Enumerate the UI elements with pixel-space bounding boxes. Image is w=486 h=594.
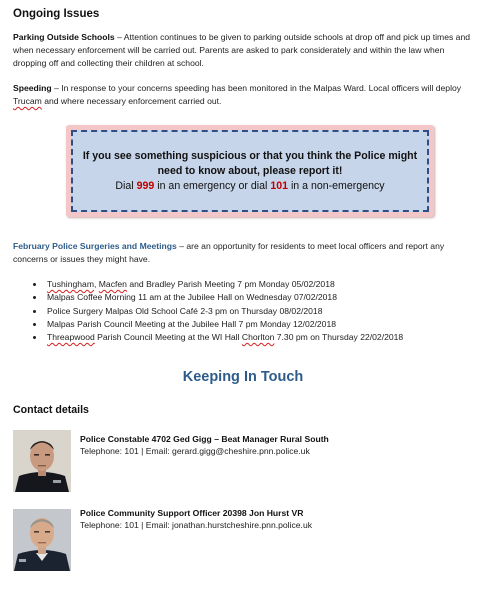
list-item: • Police Surgery Malpas Old School Café 2-3 pm on Thursday 08/02/2018 — [45, 305, 403, 318]
speeding-title: Speeding — [13, 83, 52, 93]
parking-text: – Attention continues to be given to parking outside schools at drop off and pick up times and when necessary enforcement will be carried out. Parents are asked to park considerately and within the law when dropping off and collecting their children at school. — [13, 32, 470, 69]
parking-title: Parking Outside Schools — [13, 32, 115, 42]
dial-mid: in an emergency or dial — [154, 179, 271, 192]
report-alert-message: If you see something suspicious or that you think the Police might need to know about, please report it! — [82, 149, 418, 177]
list-item-text: 7.30 pm on Thursday 22/02/2018 — [274, 332, 404, 343]
surgeries-intro: – are an opportunity for residents to meet local officers and report any concerns or issues they might have. — [13, 241, 445, 265]
chorlton-word: Chorlton — [241, 332, 275, 343]
officer-photo-1 — [13, 430, 71, 492]
macfen-word: Macfen — [98, 279, 127, 289]
officer-1-name: Police Constable 4702 Ged Gigg – Beat Manager Rural South — [80, 434, 329, 444]
threapwood-word: Threapwood — [47, 332, 95, 343]
officer-2-name: Police Community Support Officer 20398 Jon Hurst VR — [80, 508, 304, 518]
report-alert-box — [66, 125, 434, 217]
officer-2-contact: Telephone: 101 | Email: jonathan.hurstcheshire.pnn.police.uk — [80, 520, 313, 530]
speeding-text-a: – In response to your concerns speeding has been monitored in the Malpas Ward. Local officers will deploy — [51, 83, 462, 93]
contact-details-heading: Contact details — [13, 404, 89, 416]
list-item — [45, 331, 403, 344]
list-item-text: and Bradley Parish Meeting 7 pm Monday 05/02/2018 — [126, 279, 335, 289]
dial-line — [115, 179, 384, 194]
report-alert-inner — [71, 130, 429, 212]
surgeries-paragraph — [13, 240, 478, 266]
officer-1-contact: Telephone: 101 | Email: gerard.gigg@cheshire.pnn.police.uk — [80, 446, 310, 456]
dial-prefix: Dial — [115, 179, 137, 192]
surgeries-list — [28, 278, 403, 344]
officer-portrait-icon — [13, 430, 71, 492]
list-item: • Malpas Parish Council Meeting at the Jubilee Hall 7 pm Monday 12/02/2018 — [45, 318, 403, 331]
list-item-text: Parish Council Meeting at the WI Hall — [94, 332, 242, 343]
list-item — [45, 278, 403, 291]
ongoing-issues-heading: Ongoing Issues — [13, 8, 100, 20]
non-emergency-number: 101 — [270, 179, 288, 192]
speeding-text-b: and where necessary enforcement carried out. — [41, 96, 222, 107]
tushingham-word: Tushingham — [47, 279, 94, 289]
speeding-paragraph — [13, 82, 478, 108]
officer-portrait-icon — [13, 509, 71, 571]
officer-photo-2 — [13, 509, 71, 571]
parking-paragraph — [13, 31, 478, 71]
emergency-number: 999 — [136, 179, 155, 192]
trucam-word: Trucam — [13, 96, 42, 107]
surgeries-title: February Police Surgeries and Meetings — [13, 241, 177, 251]
list-item: • Malpas Coffee Morning 11 am at the Jubilee Hall on Wednesday 07/02/2018 — [45, 291, 403, 304]
list-item-text: , — [93, 279, 99, 289]
keeping-in-touch-heading: Keeping In Touch — [182, 369, 304, 385]
dial-suffix: in a non-emergency — [288, 179, 385, 192]
